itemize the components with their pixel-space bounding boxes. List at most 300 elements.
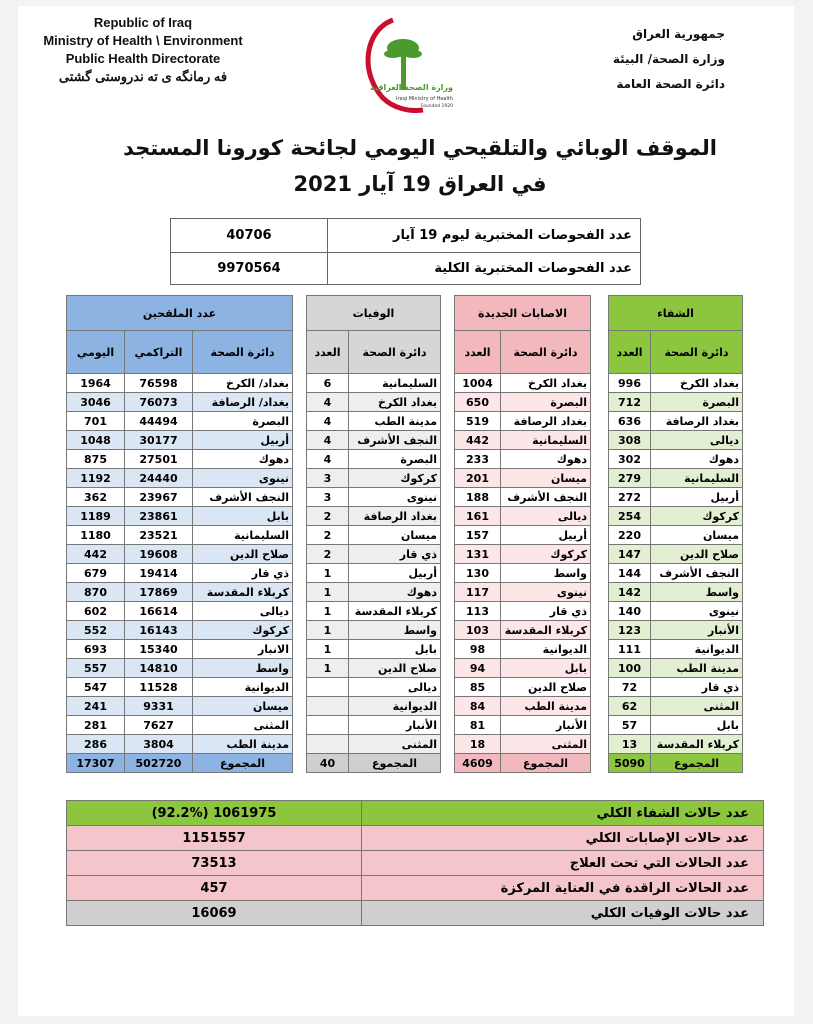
table-row [455,526,591,545]
dept-name: مدينة الطب [349,412,441,431]
count-cell: 16143 [125,621,193,640]
dept-name: الأنبار [651,621,743,640]
vaccinated-total-row [67,754,293,773]
dept-name: المثنى [501,735,591,754]
count-cell: 302 [609,450,651,469]
count-cell: 712 [609,393,651,412]
dept-name: أربيل [501,526,591,545]
dept-name: واسط [501,564,591,583]
table-row [67,678,293,697]
count-cell: 2 [307,526,349,545]
dept-name: كربلاء المقدسة [349,602,441,621]
dept-name: بابل [651,716,743,735]
count-cell: 1189 [67,507,125,526]
dept-name: الأنبار [349,716,441,735]
dept-name: البصرة [501,393,591,412]
recovery-dept-header: دائرة الصحة [651,331,743,374]
dept-name: ديالى [651,431,743,450]
table-row [67,602,293,621]
summary-row [67,801,764,826]
dept-name: ميسان [651,526,743,545]
count-cell: 161 [455,507,501,526]
table-row [307,735,441,754]
dept-name: المثنى [349,735,441,754]
count-cell: 1180 [67,526,125,545]
total-label: المجموع [651,754,743,773]
cases-dept-header: دائرة الصحة [501,331,591,374]
count-cell [307,678,349,697]
table-row [609,507,743,526]
count-cell: 19608 [125,545,193,564]
dept-name: صلاح الدين [651,545,743,564]
table-row [67,640,293,659]
table-row [67,716,293,735]
table-row [307,602,441,621]
page-date: في العراق 19 آيار 2021 [293,172,547,196]
table-row [307,431,441,450]
table-row [455,621,591,640]
table-row [455,602,591,621]
count-cell: 3 [307,469,349,488]
count-cell: 1192 [67,469,125,488]
count-cell: 1 [307,621,349,640]
count-cell: 233 [455,450,501,469]
table-row [67,374,293,393]
table-row [307,488,441,507]
recovery-header-row [609,331,743,374]
table-row [67,697,293,716]
logo-founded-text: Founded 1920 [420,104,453,109]
table-row [455,431,591,450]
count-cell: 16614 [125,602,193,621]
table-row [67,469,293,488]
count-cell: 6 [307,374,349,393]
count-cell: 23521 [125,526,193,545]
table-row [455,564,591,583]
table-row [455,507,591,526]
count-cell: 103 [455,621,501,640]
table-row [455,412,591,431]
count-cell: 679 [67,564,125,583]
dept-name: البصرة [193,412,293,431]
dept-name: دهوك [501,450,591,469]
table-row [307,412,441,431]
dept-name: ذي قار [651,678,743,697]
count-cell: 1964 [67,374,125,393]
header-en-line-1: Republic of Iraq [93,15,193,30]
table-row [67,412,293,431]
table-row [455,393,591,412]
dept-name: كربلاء المقدسة [501,621,591,640]
table-row [67,431,293,450]
total-value: 4609 [455,754,501,773]
count-cell: 547 [67,678,125,697]
dept-name: السليمانية [193,526,293,545]
count-cell: 442 [455,431,501,450]
dept-name: ميسان [193,697,293,716]
dept-name: ذي قار [349,545,441,564]
table-row [609,697,743,716]
dept-name: ديالى [501,507,591,526]
table-row [67,621,293,640]
dept-name: السليمانية [349,374,441,393]
count-cell: 996 [609,374,651,393]
count-cell: 23967 [125,488,193,507]
dept-name: السليمانية [501,431,591,450]
cases-total-row [455,754,591,773]
deaths-total-row [307,754,441,773]
dept-name: بغداد/ الكرخ [193,374,293,393]
dept-name: البصرة [651,393,743,412]
header-ar-line-3: دائرة الصحة العامة [616,77,725,91]
count-cell: 3804 [125,735,193,754]
table-row [609,374,743,393]
count-cell: 147 [609,545,651,564]
summary-value: 1151557 [67,826,362,851]
deaths-count-header: العدد [307,331,349,374]
table-row [67,393,293,412]
table-row [455,678,591,697]
count-cell: 362 [67,488,125,507]
vaccinated-dept-header: دائرة الصحة [193,331,293,374]
deaths-caption: الوفيات [307,296,441,331]
dept-name: الديوانية [651,640,743,659]
vaccinated-cumulative-header: التراكمي [125,331,193,374]
table-row [609,735,743,754]
dept-name: نينوى [193,469,293,488]
table-row [609,431,743,450]
count-cell: 9331 [125,697,193,716]
dept-name: بغداد الكرخ [349,393,441,412]
count-cell: 602 [67,602,125,621]
dept-name: صلاح الدين [349,659,441,678]
total-value: 17307 [67,754,125,773]
recovery-caption-row [609,296,743,331]
count-cell: 111 [609,640,651,659]
dept-name: واسط [349,621,441,640]
total-label: المجموع [501,754,591,773]
dept-name: مدينة الطب [501,697,591,716]
table-row [609,450,743,469]
count-cell: 286 [67,735,125,754]
dept-name: صلاح الدين [501,678,591,697]
dept-name: الانبار [193,640,293,659]
header-en-line-2: Ministry of Health \ Environment [43,33,243,48]
total-tests-label: عدد الفحوصات المختبرية الكلية [328,253,641,285]
dept-name: صلاح الدين [193,545,293,564]
table-row [307,640,441,659]
table-row [455,659,591,678]
dept-name: النجف الأشرف [651,564,743,583]
logo-en-text: Iraqi Ministry of Health [395,96,453,102]
table-row [67,659,293,678]
table-row [609,621,743,640]
vaccinated-table [66,295,293,773]
cases-header-row [455,331,591,374]
dept-name: بغداد الرصافة [651,412,743,431]
summary-table [66,800,764,926]
count-cell: 693 [67,640,125,659]
count-cell: 24440 [125,469,193,488]
dept-name: كركوك [193,621,293,640]
vaccinated-daily-header: اليومي [67,331,125,374]
count-cell: 279 [609,469,651,488]
table-row [307,393,441,412]
table-row [307,697,441,716]
count-cell: 72 [609,678,651,697]
table-row [455,488,591,507]
table-row [455,716,591,735]
count-cell: 15340 [125,640,193,659]
count-cell: 113 [455,602,501,621]
table-row [67,488,293,507]
count-cell: 1048 [67,431,125,450]
count-cell: 98 [455,640,501,659]
dept-name: بغداد الرصافة [501,412,591,431]
table-row [609,526,743,545]
count-cell: 4 [307,393,349,412]
count-cell: 3046 [67,393,125,412]
dept-name: بغداد الرصافة [349,507,441,526]
count-cell: 1 [307,640,349,659]
dept-name: ذي قار [193,564,293,583]
count-cell: 62 [609,697,651,716]
table-row [307,469,441,488]
table-row [455,697,591,716]
count-cell: 272 [609,488,651,507]
dept-name: واسط [651,583,743,602]
cases-caption: الاصابات الجديدة [455,296,591,331]
count-cell: 142 [609,583,651,602]
new-cases-table [454,295,591,773]
table-row [609,583,743,602]
count-cell: 144 [609,564,651,583]
cases-count-header: العدد [455,331,501,374]
dept-name: ذي قار [501,602,591,621]
dept-name: كركوك [651,507,743,526]
count-cell [307,716,349,735]
table-row [67,450,293,469]
dept-name: بابل [349,640,441,659]
logo-ar-text: وزارة الصحة العراقية [370,83,453,92]
recovery-table [608,295,743,773]
count-cell: 308 [609,431,651,450]
table-row [307,450,441,469]
dept-name: نينوى [349,488,441,507]
count-cell: 875 [67,450,125,469]
count-cell: 157 [455,526,501,545]
vaccinated-caption: عدد الملقحين [67,296,293,331]
dept-name: دهوك [193,450,293,469]
dept-name: الديوانية [501,640,591,659]
count-cell: 13 [609,735,651,754]
summary-label: عدد الحالات التي تحت العلاج [362,851,764,876]
recovery-total-row [609,754,743,773]
vaccinated-header-row [67,331,293,374]
count-cell: 4 [307,412,349,431]
count-cell: 188 [455,488,501,507]
table-row [67,526,293,545]
count-cell [307,735,349,754]
count-cell: 870 [67,583,125,602]
table-row [609,678,743,697]
table-row [609,545,743,564]
count-cell: 2 [307,507,349,526]
table-row [455,640,591,659]
dept-name: أربيل [651,488,743,507]
count-cell: 57 [609,716,651,735]
dept-name: بغداد الكرخ [501,374,591,393]
table-row [67,735,293,754]
summary-label: عدد حالات الإصابات الكلي [362,826,764,851]
header-kurdish-line: فه رمانگه ی ته ندروستی گشتی [58,69,228,84]
count-cell: 44494 [125,412,193,431]
count-cell: 123 [609,621,651,640]
total-value: 502720 [125,754,193,773]
count-cell: 84 [455,697,501,716]
header-ar-line-1: جمهورية العراق [632,27,725,41]
count-cell: 254 [609,507,651,526]
dept-name: البصرة [349,450,441,469]
dept-name: كربلاء المقدسة [193,583,293,602]
count-cell: 1 [307,602,349,621]
count-cell: 1 [307,564,349,583]
table-row [307,659,441,678]
table-row [609,640,743,659]
deaths-header-row [307,331,441,374]
dept-name: الديوانية [193,678,293,697]
count-cell: 701 [67,412,125,431]
count-cell: 19414 [125,564,193,583]
count-cell: 30177 [125,431,193,450]
dept-name: كركوك [349,469,441,488]
dept-name: ميسان [349,526,441,545]
table-row [307,583,441,602]
page-title: الموقف الوبائي والتلقيحي اليومي لجائحة كورونا المستجد [123,136,717,160]
table-row [455,545,591,564]
deaths-table [306,295,441,773]
count-cell: 27501 [125,450,193,469]
count-cell: 241 [67,697,125,716]
recovery-count-header: العدد [609,331,651,374]
summary-label: عدد حالات الشفاء الكلي [362,801,764,826]
total-tests-value: 9970564 [171,253,328,285]
ministry-logo [345,12,475,122]
summary-value: 1061975 (92.2%) [67,801,362,826]
dept-name: السليمانية [651,469,743,488]
count-cell: 23861 [125,507,193,526]
summary-row [67,851,764,876]
table-row [67,564,293,583]
dept-name: المثنى [193,716,293,735]
count-cell: 1 [307,583,349,602]
english-header [28,14,258,86]
dept-name: نينوى [651,602,743,621]
tests-box [170,218,641,285]
dept-name: دهوك [349,583,441,602]
table-row [455,469,591,488]
table-row [67,507,293,526]
header-en-line-3: Public Health Directorate [65,51,221,66]
count-cell [307,697,349,716]
summary-row [67,876,764,901]
dept-name: الديوانية [349,697,441,716]
summary-label: عدد حالات الوفيات الكلي [362,901,764,926]
dept-name: بغداد الكرخ [651,374,743,393]
count-cell: 117 [455,583,501,602]
table-row [67,545,293,564]
count-cell: 519 [455,412,501,431]
dept-name: ديالى [349,678,441,697]
total-value: 40 [307,754,349,773]
dept-name: الأنبار [501,716,591,735]
summary-value: 457 [67,876,362,901]
count-cell: 1 [307,659,349,678]
daily-tests-value: 40706 [171,219,328,253]
table-row [307,507,441,526]
dept-name: أربيل [193,431,293,450]
count-cell: 14810 [125,659,193,678]
table-row [455,735,591,754]
table-row [609,564,743,583]
table-row [307,716,441,735]
dept-name: بغداد/ الرصافة [193,393,293,412]
count-cell: 94 [455,659,501,678]
summary-value: 73513 [67,851,362,876]
dept-name: المثنى [651,697,743,716]
count-cell: 85 [455,678,501,697]
table-row [307,564,441,583]
count-cell: 552 [67,621,125,640]
table-row [307,545,441,564]
dept-name: مدينة الطب [651,659,743,678]
count-cell: 81 [455,716,501,735]
dept-name: دهوك [651,450,743,469]
table-row [455,583,591,602]
count-cell: 636 [609,412,651,431]
cases-caption-row [455,296,591,331]
summary-row [67,901,764,926]
count-cell: 650 [455,393,501,412]
dept-name: كركوك [501,545,591,564]
dept-name: واسط [193,659,293,678]
count-cell: 76598 [125,374,193,393]
arabic-header [613,22,725,97]
daily-tests-label: عدد الفحوصات المختبرية ليوم 19 آيار [328,219,641,253]
table-row [307,526,441,545]
summary-label: عدد الحالات الراقدة في العناية المركزة [362,876,764,901]
count-cell: 76073 [125,393,193,412]
dept-name: نينوى [501,583,591,602]
table-row [455,450,591,469]
deaths-dept-header: دائرة الصحة [349,331,441,374]
count-cell: 11528 [125,678,193,697]
dept-name: مدينة الطب [193,735,293,754]
count-cell: 7627 [125,716,193,735]
summary-row [67,826,764,851]
total-label: المجموع [349,754,441,773]
dept-name: ميسان [501,469,591,488]
count-cell: 3 [307,488,349,507]
deaths-caption-row [307,296,441,331]
dept-name: بابل [501,659,591,678]
table-row [609,412,743,431]
table-row [609,488,743,507]
count-cell: 201 [455,469,501,488]
table-row [67,583,293,602]
total-label: المجموع [193,754,293,773]
dept-name: بابل [193,507,293,526]
